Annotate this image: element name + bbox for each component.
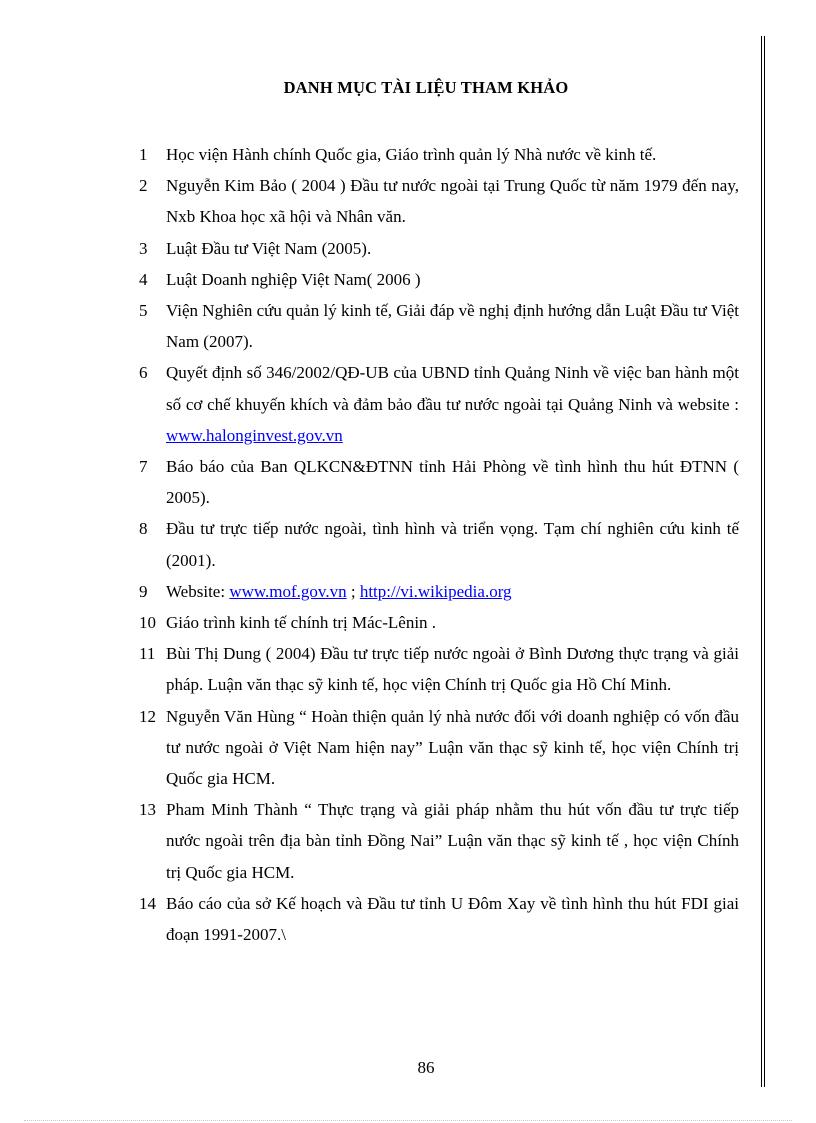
reference-text: Viện Nghiên cứu quản lý kinh tế, Giải đáp về nghị định hướng dẫn Luật Đầu tư Việt Nam (2007).: [166, 301, 739, 352]
reference-number: 8: [139, 519, 148, 539]
reference-text: Pham Minh Thành “ Thực trạng và giải pháp nhằm thu hút vốn đầu tư trực tiếp nước ngoài trên địa bàn tỉnh Đồng Nai” Luận văn thạc sỹ kinh tế , học viện Chính trị Quốc gia HCM.: [166, 800, 739, 882]
reference-item: [139, 576, 739, 607]
reference-text: [166, 357, 739, 451]
reference-text: Báo báo của Ban QLKCN&ĐTNN tỉnh Hải Phòng về tình hình thu hút ĐTNN ( 2005).: [166, 457, 739, 508]
reference-item: [139, 451, 739, 513]
reference-text: Nguyễn Kim Bảo ( 2004 ) Đầu tư nước ngoài tại Trung Quốc từ năm 1979 đến nay, Nxb Khoa học xã hội và Nhân văn.: [166, 176, 739, 227]
reference-text: Giáo trình kinh tế chính trị Mác-Lênin .: [166, 613, 437, 633]
reference-item: [139, 295, 739, 357]
reference-item: [139, 170, 739, 232]
reference-number: 4: [139, 269, 148, 289]
reference-item: [139, 794, 739, 888]
reference-text: Luật Doanh nghiệp Việt Nam( 2006 ): [166, 269, 421, 289]
reference-number: 2: [139, 176, 148, 196]
reference-item: [139, 357, 739, 451]
halonginvest-link[interactable]: www.halonginvest.gov.vn: [166, 425, 343, 445]
reference-number: 13: [139, 800, 156, 820]
reference-text: Báo cáo của sở Kế hoạch và Đầu tư tỉnh U Đôm Xay về tình hình thu hút FDI giai đoạn 1991-2007.\: [166, 893, 739, 945]
wikipedia-link[interactable]: http://vi.wikipedia.org: [359, 581, 512, 601]
reference-number: 9: [139, 581, 148, 601]
reference-item: [139, 638, 739, 700]
reference-text: Bùi Thị Dung ( 2004) Đầu tư trực tiếp nước ngoài ở Bình Dương thực trạng và giải pháp. Luận văn thạc sỹ kinh tế, học viện Chính trị Quốc gia Hồ Chí Minh.: [166, 644, 739, 695]
reference-text: [166, 576, 739, 607]
reference-number: 6: [139, 363, 148, 383]
reference-number: 5: [139, 301, 148, 321]
reference-number: 12: [139, 706, 156, 726]
reference-item: [139, 607, 739, 638]
reference-item: [139, 264, 739, 295]
reference-item: [139, 233, 739, 264]
reference-text: Học viện Hành chính Quốc gia, Giáo trình quản lý Nhà nước về kinh tế.: [166, 145, 657, 164]
reference-list: [139, 139, 739, 950]
reference-text: Đầu tư trực tiếp nước ngoài, tình hình và triển vọng. Tạm chí nghiên cứu kinh tế (2001).: [166, 519, 739, 570]
reference-number: 14: [139, 893, 156, 913]
reference-text: Luật Đầu tư Việt Nam (2005).: [166, 238, 372, 258]
reference-number: 10: [139, 613, 156, 633]
reference-text-body: Quyết định số 346/2002/QĐ-UB của UBND tỉnh Quảng Ninh về việc ban hành một số cơ chế khuyến khích và đảm bảo đầu tư nước ngoài tại Quảng Ninh và website :: [166, 363, 739, 414]
reference-number: 11: [139, 644, 156, 664]
reference-text-body: Website:: [166, 581, 230, 601]
reference-number: 7: [139, 457, 148, 477]
reference-item: [139, 888, 739, 950]
link-separator: ;: [346, 581, 360, 601]
mof-link[interactable]: www.mof.gov.vn: [229, 581, 347, 601]
reference-item: [139, 139, 739, 170]
reference-number: 3: [139, 238, 148, 258]
page-bottom-edge: [24, 1120, 792, 1121]
reference-text: Nguyễn Văn Hùng “ Hoàn thiện quản lý nhà nước đối với doanh nghiệp có vốn đầu tư nước ngoài ở Việt Nam hiện nay” Luận văn thạc sỹ kinh tế, học viện Chính trị Quốc gia HCM.: [166, 706, 739, 789]
reference-item: [139, 701, 739, 795]
reference-item: [139, 513, 739, 575]
page-number: 86: [417, 1058, 435, 1077]
page-title: DANH MỤC TÀI LIỆU THAM KHẢO: [283, 78, 569, 97]
reference-number: 1: [139, 145, 148, 164]
